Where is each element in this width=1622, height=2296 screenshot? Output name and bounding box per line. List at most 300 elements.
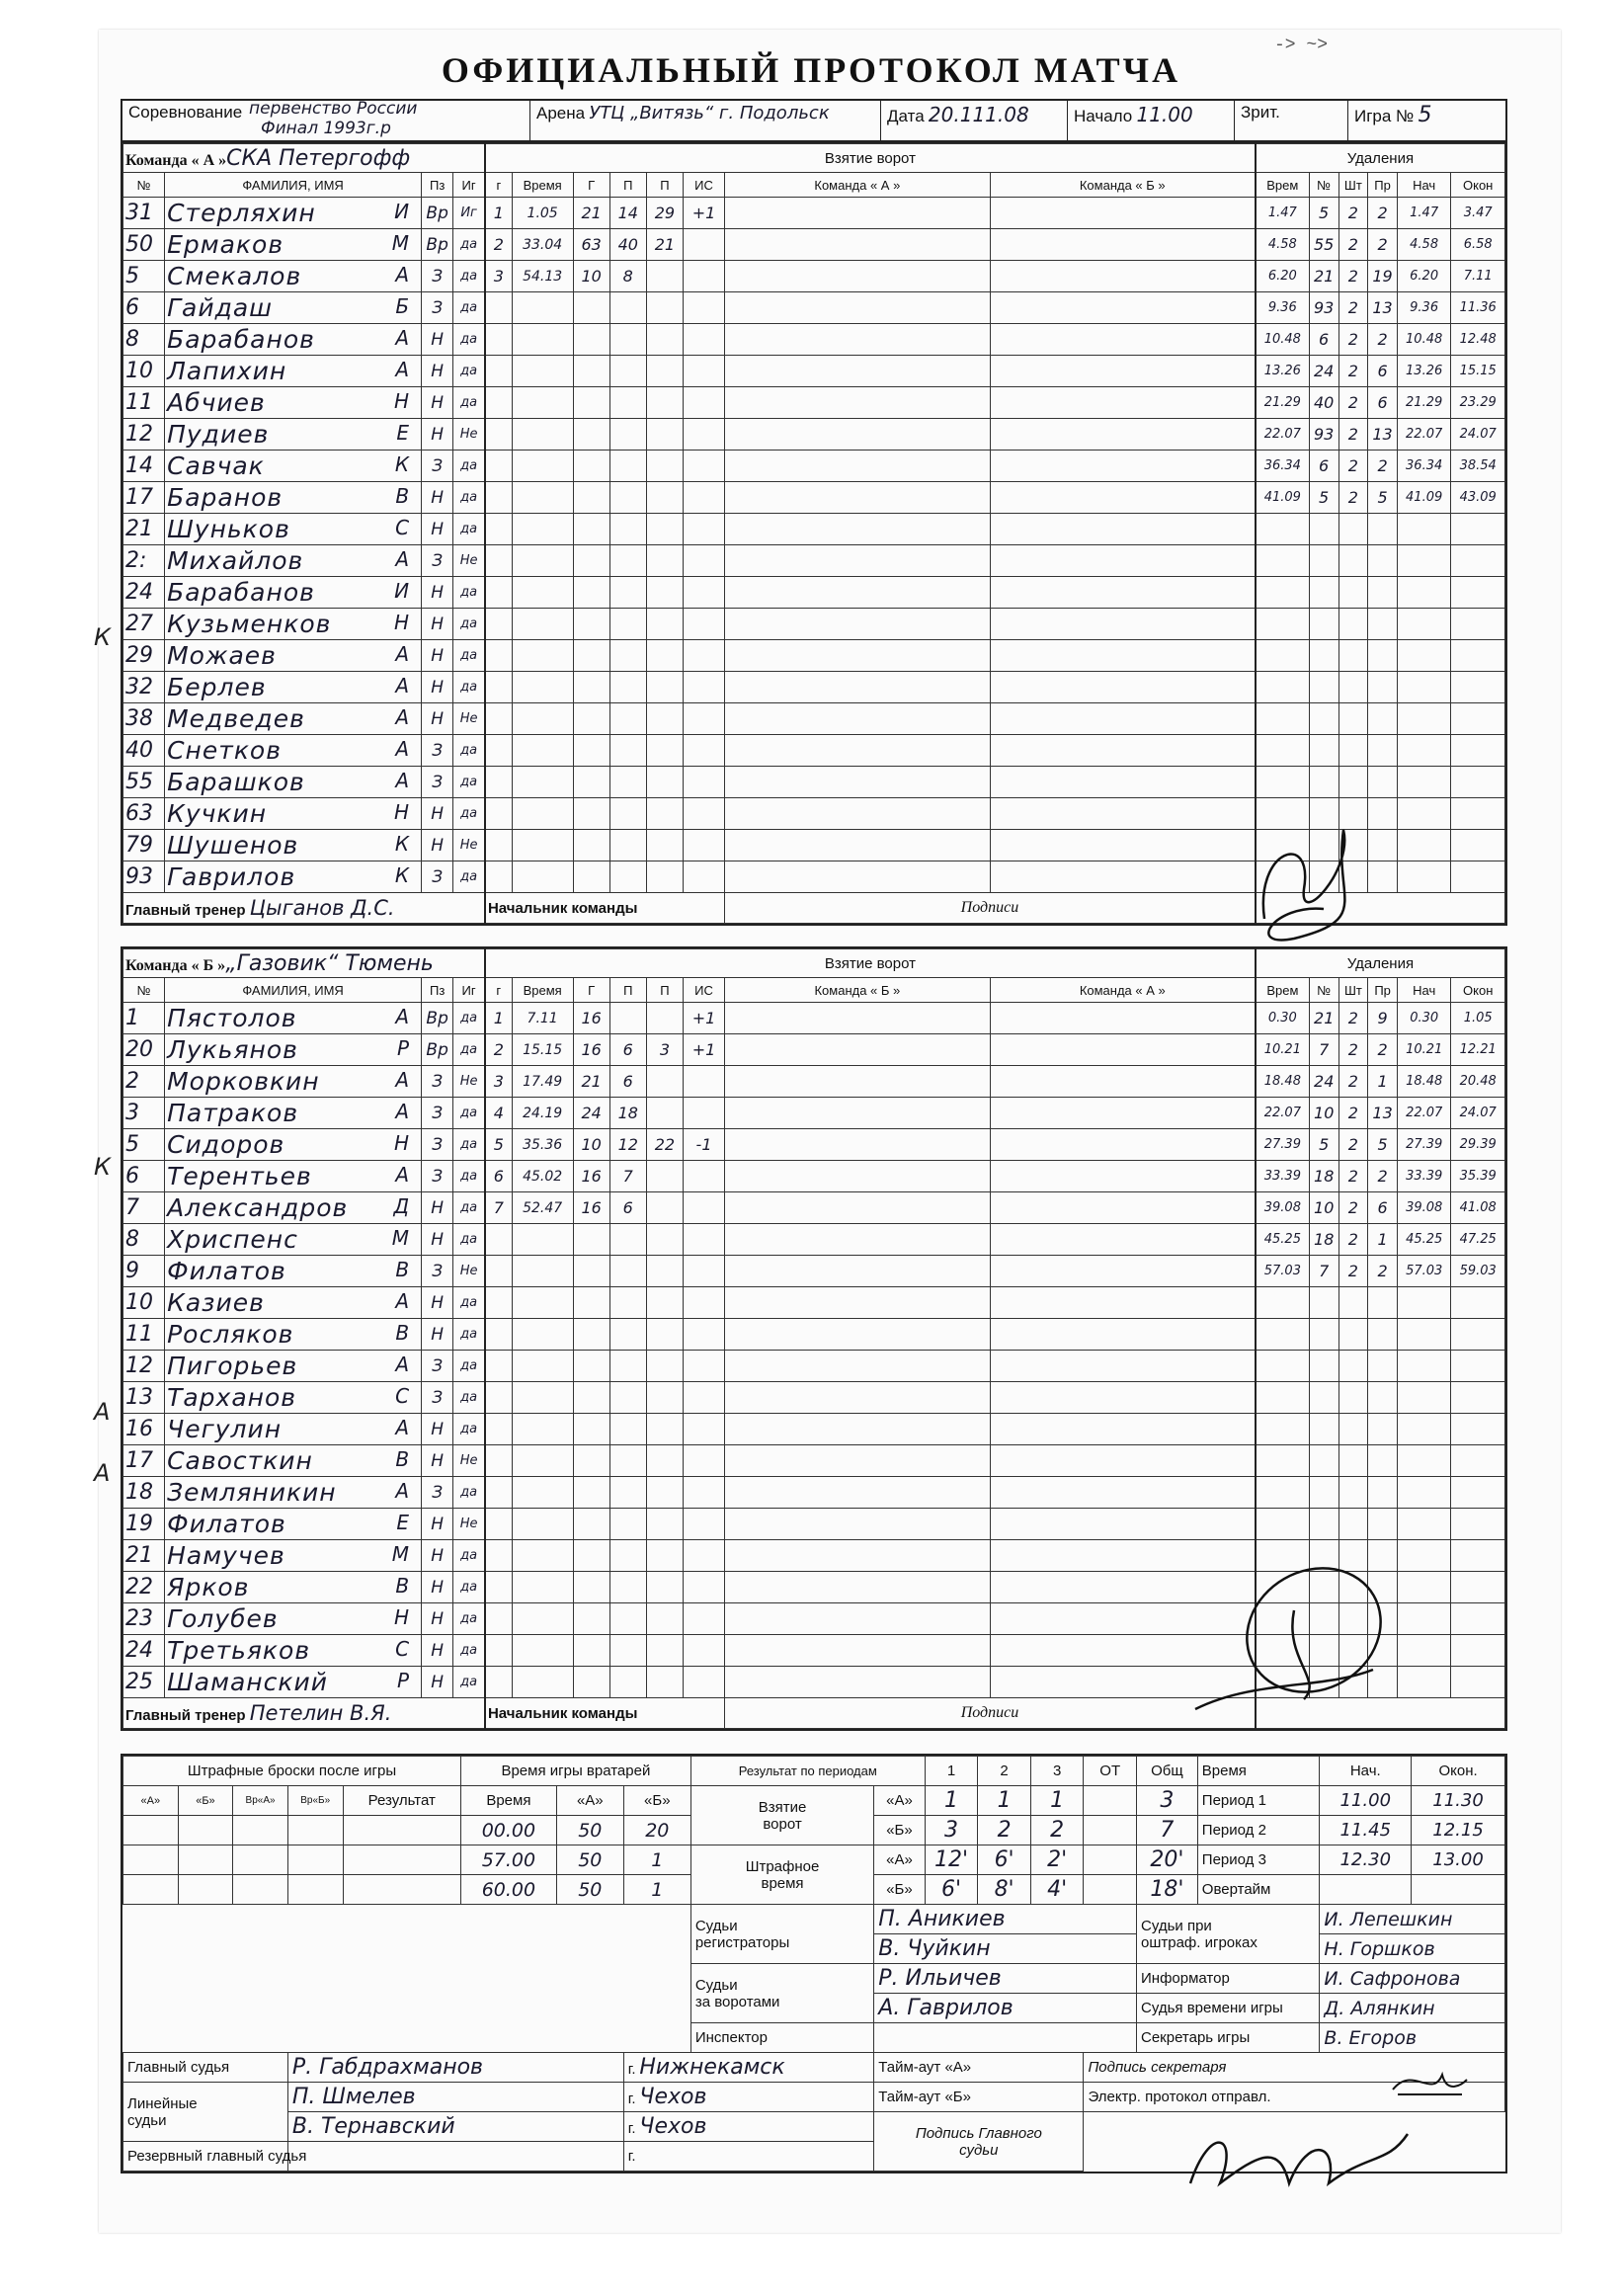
- player-position: Вр: [422, 1034, 453, 1066]
- player-position: З: [422, 1129, 453, 1161]
- penalty-s: 41.09: [1397, 482, 1450, 514]
- player-name: Казиев: [167, 1288, 265, 1317]
- player-row: [123, 1414, 1505, 1445]
- goal-g: 2: [485, 229, 512, 261]
- player-position: Н: [422, 1414, 453, 1445]
- penalty-e: 38.54: [1451, 451, 1505, 482]
- penalty-t: 0.30: [1256, 1003, 1309, 1034]
- player-position: Н: [422, 703, 453, 735]
- team_b-coach: Петелин В.Я.: [249, 1701, 392, 1725]
- col-g: г: [485, 173, 512, 198]
- col-IS: ИС: [683, 978, 724, 1003]
- player-row: [123, 830, 1505, 861]
- player-row: [123, 451, 1505, 482]
- player-name: Барабанов: [167, 325, 315, 354]
- player-initial: М: [391, 1226, 410, 1250]
- player-initial: В: [395, 1574, 410, 1598]
- gk-row-3-b: 1: [623, 1875, 690, 1905]
- player-row: [123, 1572, 1505, 1603]
- player-name: Пудиев: [167, 420, 270, 449]
- summary-section: [121, 1754, 1507, 2173]
- penalty-no: 7: [1309, 1256, 1338, 1287]
- penalty-no: 40: [1309, 387, 1338, 419]
- goal-IS: [683, 1098, 724, 1129]
- player-played: да: [453, 1635, 485, 1667]
- player-number: 6: [123, 292, 165, 324]
- penalty-r: 9: [1368, 1003, 1398, 1034]
- player-row: [123, 1161, 1505, 1192]
- competition-cell: [122, 101, 530, 140]
- informer-label: Информатор: [1137, 1964, 1320, 1994]
- penalty-m: 2: [1338, 1098, 1368, 1129]
- player-name: Шуньков: [167, 515, 290, 543]
- penalty-no: 5: [1309, 482, 1338, 514]
- margin-mark: А: [94, 1459, 111, 1487]
- ot-header: ОТ: [1084, 1757, 1137, 1786]
- player-number: 27: [123, 609, 165, 640]
- col-pos: Пз: [422, 173, 453, 198]
- player-played: да: [453, 1287, 485, 1319]
- player-played: да: [453, 1667, 485, 1698]
- player-row: [123, 798, 1505, 830]
- gk-time-header: Время игры вратарей: [460, 1757, 690, 1786]
- penalty-t: 13.26: [1256, 356, 1309, 387]
- player-row: [123, 861, 1505, 893]
- col-p_no: №: [1309, 173, 1338, 198]
- penbox-label: Судьи при оштраф. игроках: [1137, 1905, 1320, 1964]
- player-row: [123, 1603, 1505, 1635]
- penalty-e: 12.21: [1451, 1034, 1505, 1066]
- player-position: Н: [422, 1635, 453, 1667]
- penalty-no: 18: [1309, 1161, 1338, 1192]
- col-no: №: [123, 173, 165, 198]
- secretary-sign-label: Подпись секретаря: [1084, 2053, 1505, 2083]
- player-number: 25: [123, 1667, 165, 1698]
- player-row: [123, 1445, 1505, 1477]
- competition-label: Соревнование: [128, 103, 243, 122]
- penalty-r: 1: [1368, 1066, 1398, 1098]
- goal-IS: +1: [683, 1003, 724, 1034]
- player-played: да: [453, 1572, 485, 1603]
- player-row: [123, 514, 1505, 545]
- player-name: Шаманский: [167, 1668, 328, 1696]
- period-2-name: Период 2: [1197, 1816, 1320, 1845]
- corner-mark: -> ~>: [1274, 36, 1329, 55]
- informer-value: И. Сафронова: [1320, 1964, 1505, 1994]
- penalty-m: 2: [1338, 356, 1368, 387]
- player-row: [123, 1129, 1505, 1161]
- gk-time-col: Время: [460, 1786, 556, 1816]
- penalty-r: 2: [1368, 451, 1398, 482]
- player-number: 1: [123, 1003, 165, 1034]
- player-number: 16: [123, 1414, 165, 1445]
- penalty-s: 45.25: [1397, 1224, 1450, 1256]
- team_a-coach-cell: Главный тренер Цыганов Д.С.: [123, 893, 485, 924]
- penalty-e: 6.58: [1451, 229, 1505, 261]
- penalty-no: 24: [1309, 356, 1338, 387]
- player-initial: Е: [396, 1511, 410, 1534]
- penalty-no: 18: [1309, 1224, 1338, 1256]
- goal-G: 10: [573, 1129, 609, 1161]
- player-number: 11: [123, 1319, 165, 1351]
- period-3-end: 13.00: [1412, 1845, 1505, 1875]
- player-row: [123, 198, 1505, 229]
- goal-time: 45.02: [512, 1161, 573, 1192]
- penalty-m: 2: [1338, 1066, 1368, 1098]
- penalty-e: 47.25: [1451, 1224, 1505, 1256]
- penalty-r: 2: [1368, 1256, 1398, 1287]
- team_b-goals-title: Взятие ворот: [485, 949, 1256, 978]
- period-1-name: Период 1: [1197, 1786, 1320, 1816]
- start-value: 11.00: [1136, 103, 1193, 126]
- secretary-label: Секретарь игры: [1137, 2023, 1320, 2053]
- col-p_start: Нач: [1397, 978, 1450, 1003]
- electronic-protocol-label: Электр. протокол отправл.: [1084, 2083, 1505, 2112]
- goal-P1: [609, 1003, 646, 1034]
- goal-P2: 22: [646, 1129, 683, 1161]
- player-number: 8: [123, 1224, 165, 1256]
- player-name: Гаврилов: [167, 862, 296, 891]
- penalty-no: 21: [1309, 261, 1338, 292]
- player-played: Иг: [453, 198, 485, 229]
- team_a-label: Команда « А »: [125, 151, 227, 169]
- team_a-name: СКА Петергофф: [226, 145, 411, 171]
- player-initial: А: [395, 642, 410, 666]
- player-initial: А: [395, 547, 410, 571]
- player-position: Н: [422, 387, 453, 419]
- so-gk-a-header: Вр«А»: [233, 1786, 288, 1816]
- goal-P1: 40: [609, 229, 646, 261]
- player-position: Н: [422, 1603, 453, 1635]
- col-p_no: №: [1309, 978, 1338, 1003]
- col-name: ФАМИЛИЯ, ИМЯ: [165, 173, 422, 198]
- player-number: 18: [123, 1477, 165, 1509]
- player-initial: В: [395, 1321, 410, 1345]
- goal-G: 10: [573, 261, 609, 292]
- goal-g: 6: [485, 1161, 512, 1192]
- reg-judge-1: П. Аникиев: [874, 1905, 1137, 1934]
- player-position: Н: [422, 1667, 453, 1698]
- penalty-r: 1: [1368, 1224, 1398, 1256]
- goal-IS: [683, 1066, 724, 1098]
- penalty-s: 21.29: [1397, 387, 1450, 419]
- player-initial: А: [395, 1353, 410, 1376]
- player-number: 5: [123, 1129, 165, 1161]
- goal-judges-label: Судьи за воротами: [690, 1964, 873, 2023]
- penalty-no: 10: [1309, 1192, 1338, 1224]
- col-goals-team1: Команда « А »: [725, 173, 991, 198]
- referee-city: Нижнекамск: [639, 2055, 785, 2080]
- linesmen-label: Линейные судьи: [123, 2083, 288, 2142]
- player-position: З: [422, 1098, 453, 1129]
- player-number: 50: [123, 229, 165, 261]
- player-number: 6: [123, 1161, 165, 1192]
- goal-P1: 6: [609, 1034, 646, 1066]
- player-name: Смекалов: [167, 262, 302, 290]
- linesman-2-city-cell: г. Чехов: [623, 2112, 873, 2142]
- player-row: [123, 545, 1505, 577]
- player-position: Н: [422, 356, 453, 387]
- player-number: 93: [123, 861, 165, 893]
- player-name: Филатов: [167, 1257, 286, 1285]
- player-initial: И: [394, 579, 410, 603]
- goal-IS: [683, 229, 724, 261]
- player-row: [123, 1256, 1505, 1287]
- player-row: [123, 1667, 1505, 1698]
- player-position: Н: [422, 1224, 453, 1256]
- player-played: да: [453, 767, 485, 798]
- player-played: да: [453, 861, 485, 893]
- player-number: 40: [123, 735, 165, 767]
- penalty-s: 1.47: [1397, 198, 1450, 229]
- player-name: Савосткин: [167, 1446, 313, 1475]
- player-row: [123, 1319, 1505, 1351]
- penalty-e: 59.03: [1451, 1256, 1505, 1287]
- total-header: Общ: [1137, 1757, 1198, 1786]
- penalty-e: 23.29: [1451, 387, 1505, 419]
- player-number: 13: [123, 1382, 165, 1414]
- player-position: З: [422, 545, 453, 577]
- penalty-m: 2: [1338, 1129, 1368, 1161]
- penalty-m: 2: [1338, 387, 1368, 419]
- period-3-header: 3: [1030, 1757, 1084, 1786]
- col-goals-team2: Команда « А »: [990, 978, 1256, 1003]
- penalty-m: 2: [1338, 324, 1368, 356]
- pim-team-a: «А»: [874, 1845, 926, 1875]
- player-number: 12: [123, 1351, 165, 1382]
- player-row: [123, 1540, 1505, 1572]
- penalty-s: 10.48: [1397, 324, 1450, 356]
- reg-judges-label: Судьи регистраторы: [690, 1905, 873, 1964]
- player-initial: А: [395, 1416, 410, 1439]
- player-position: Вр: [422, 229, 453, 261]
- player-number: 24: [123, 577, 165, 609]
- goals-b-ot: [1084, 1816, 1137, 1845]
- linesman-2: В. Тернавский: [287, 2112, 623, 2142]
- player-initial: Н: [394, 389, 410, 413]
- penalty-m: 2: [1338, 1161, 1368, 1192]
- player-row: [123, 1287, 1505, 1319]
- penalty-m: 2: [1338, 292, 1368, 324]
- goals-a-ot: [1084, 1786, 1137, 1816]
- pim-a-p3: 2': [1030, 1845, 1084, 1875]
- goal-P1: 6: [609, 1066, 646, 1098]
- col-p_time: Врем: [1256, 978, 1309, 1003]
- penalty-e: 35.39: [1451, 1161, 1505, 1192]
- pim-b-ot: [1084, 1875, 1137, 1905]
- pim-a-p1: 12': [925, 1845, 978, 1875]
- pim-label: Штрафное время: [690, 1845, 873, 1905]
- player-position: Н: [422, 672, 453, 703]
- player-position: Н: [422, 1319, 453, 1351]
- player-name: Савчак: [167, 451, 265, 480]
- penalty-s: 9.36: [1397, 292, 1450, 324]
- col-G: Г: [573, 173, 609, 198]
- player-row: [123, 229, 1505, 261]
- player-name: Хриспенс: [167, 1225, 298, 1254]
- player-initial: А: [395, 1289, 410, 1313]
- player-position: З: [422, 861, 453, 893]
- player-number: 29: [123, 640, 165, 672]
- col-P1: П: [609, 173, 646, 198]
- player-played: да: [453, 514, 485, 545]
- player-position: З: [422, 1477, 453, 1509]
- spectators-cell: [1235, 101, 1348, 140]
- player-initial: В: [395, 1258, 410, 1281]
- penalty-r: 2: [1368, 1034, 1398, 1066]
- penalty-e: 20.48: [1451, 1066, 1505, 1098]
- goal-time: 33.04: [512, 229, 573, 261]
- timekeeper-label: Судья времени игры: [1137, 1994, 1320, 2023]
- player-played: да: [453, 261, 485, 292]
- referee-label: Главный судья: [123, 2053, 288, 2083]
- penalty-r: 13: [1368, 419, 1398, 451]
- penalty-t: 21.29: [1256, 387, 1309, 419]
- team_b-signatures-label: Подписи: [725, 1698, 1256, 1729]
- team_b-coach-cell: Главный тренер Петелин В.Я.: [123, 1698, 485, 1729]
- player-name: Третьяков: [167, 1636, 311, 1665]
- player-position: Н: [422, 514, 453, 545]
- player-position: Н: [422, 640, 453, 672]
- team_b-penalties-title: Удаления: [1256, 949, 1505, 978]
- competition-value-1: первенство России: [249, 99, 418, 119]
- player-played: да: [453, 482, 485, 514]
- player-position: З: [422, 1256, 453, 1287]
- period-1-header: 1: [925, 1757, 978, 1786]
- player-name: Чегулин: [167, 1415, 283, 1443]
- player-initial: А: [395, 1005, 410, 1028]
- penalty-r: 5: [1368, 482, 1398, 514]
- player-number: 11: [123, 387, 165, 419]
- penalty-t: 4.58: [1256, 229, 1309, 261]
- penalty-r: 6: [1368, 387, 1398, 419]
- pim-a-total: 20': [1137, 1845, 1198, 1875]
- linesman-1-city-cell: г. Чехов: [623, 2083, 873, 2112]
- gk-row-2-time: 57.00: [460, 1845, 556, 1875]
- arena-cell: [530, 101, 881, 140]
- player-row: [123, 482, 1505, 514]
- goal-P1: 6: [609, 1192, 646, 1224]
- penalty-t: 33.39: [1256, 1161, 1309, 1192]
- player-name: Сидоров: [167, 1130, 285, 1159]
- gk-row-1-b: 20: [623, 1816, 690, 1845]
- player-number: 3: [123, 1098, 165, 1129]
- date-cell: [881, 101, 1068, 140]
- player-name: Тарханов: [167, 1383, 297, 1412]
- timeout-b-label: Тайм-аут «Б»: [874, 2083, 1084, 2112]
- player-name: Пигорьев: [167, 1352, 298, 1380]
- player-name: Морковкин: [167, 1067, 320, 1096]
- player-played: да: [453, 1003, 485, 1034]
- team_b-label: Команда « Б »: [125, 956, 226, 974]
- player-row: [123, 1351, 1505, 1382]
- penalty-e: 29.39: [1451, 1129, 1505, 1161]
- so-result-header: Результат: [343, 1786, 460, 1816]
- inspector-label: Инспектор: [690, 2023, 873, 2053]
- player-row: [123, 324, 1505, 356]
- goal-time: 24.19: [512, 1098, 573, 1129]
- player-row: [123, 1477, 1505, 1509]
- penalty-e: 41.08: [1451, 1192, 1505, 1224]
- goal-time: 7.11: [512, 1003, 573, 1034]
- chief-sign-label: Подпись Главного судьи: [874, 2112, 1084, 2172]
- page-title: ОФИЦИАЛЬНЫЙ ПРОТОКОЛ МАТЧА: [441, 50, 1181, 90]
- arena-label: Арена: [536, 104, 586, 123]
- game-cell: [1348, 101, 1505, 140]
- player-played: Не: [453, 1256, 485, 1287]
- penalty-s: 33.39: [1397, 1161, 1450, 1192]
- player-initial: А: [395, 263, 410, 287]
- player-row: [123, 767, 1505, 798]
- player-played: да: [453, 1129, 485, 1161]
- player-initial: Д: [393, 1194, 410, 1218]
- player-initial: В: [395, 484, 410, 508]
- penalty-r: 5: [1368, 1129, 1398, 1161]
- game-value: 5: [1418, 103, 1432, 127]
- pim-b-p1: 6': [925, 1875, 978, 1905]
- goals-b-p1: 3: [925, 1816, 978, 1845]
- player-name: Ермаков: [167, 230, 284, 259]
- player-number: 8: [123, 324, 165, 356]
- goals-team-b: «Б»: [874, 1816, 926, 1845]
- reg-judge-2: В. Чуйкин: [874, 1934, 1137, 1964]
- col-p_reason: Пр: [1368, 978, 1398, 1003]
- gk-a-col: «А»: [556, 1786, 623, 1816]
- player-row: [123, 1635, 1505, 1667]
- player-position: З: [422, 1382, 453, 1414]
- player-number: 23: [123, 1603, 165, 1635]
- team_b-name: „Газовик“ Тюмень: [225, 950, 434, 976]
- player-played: да: [453, 609, 485, 640]
- player-initial: Е: [396, 421, 410, 445]
- shootout-header: Штрафные броски после игры: [123, 1757, 461, 1786]
- player-initial: А: [395, 358, 410, 381]
- gk-row-3-a: 50: [556, 1875, 623, 1905]
- player-position: Н: [422, 609, 453, 640]
- player-initial: Н: [394, 800, 410, 824]
- goal-P2: 21: [646, 229, 683, 261]
- player-name: Лукьянов: [167, 1035, 298, 1064]
- col-time: Время: [512, 173, 573, 198]
- player-initial: Н: [394, 1131, 410, 1155]
- penalty-r: 2: [1368, 1161, 1398, 1192]
- player-initial: К: [394, 832, 410, 856]
- goal-P1: 14: [609, 198, 646, 229]
- penalty-s: 0.30: [1397, 1003, 1450, 1034]
- penalty-m: 2: [1338, 482, 1368, 514]
- player-initial: А: [395, 1163, 410, 1187]
- penalty-t: 22.07: [1256, 419, 1309, 451]
- goal-G: 21: [573, 198, 609, 229]
- date-label: Дата: [887, 107, 925, 125]
- player-number: 2: [123, 1066, 165, 1098]
- player-row: [123, 703, 1505, 735]
- player-played: да: [453, 1414, 485, 1445]
- player-number: 63: [123, 798, 165, 830]
- player-row: [123, 292, 1505, 324]
- period-1-end: 11.30: [1412, 1786, 1505, 1816]
- goal-P2: [646, 1066, 683, 1098]
- penalty-s: 10.21: [1397, 1034, 1450, 1066]
- player-position: Н: [422, 1287, 453, 1319]
- penalty-r: 13: [1368, 1098, 1398, 1129]
- player-number: 9: [123, 1256, 165, 1287]
- player-name: Можаев: [167, 641, 277, 670]
- player-played: Не: [453, 545, 485, 577]
- player-row: [123, 672, 1505, 703]
- player-position: З: [422, 1066, 453, 1098]
- gk-row-2-b: 1: [623, 1845, 690, 1875]
